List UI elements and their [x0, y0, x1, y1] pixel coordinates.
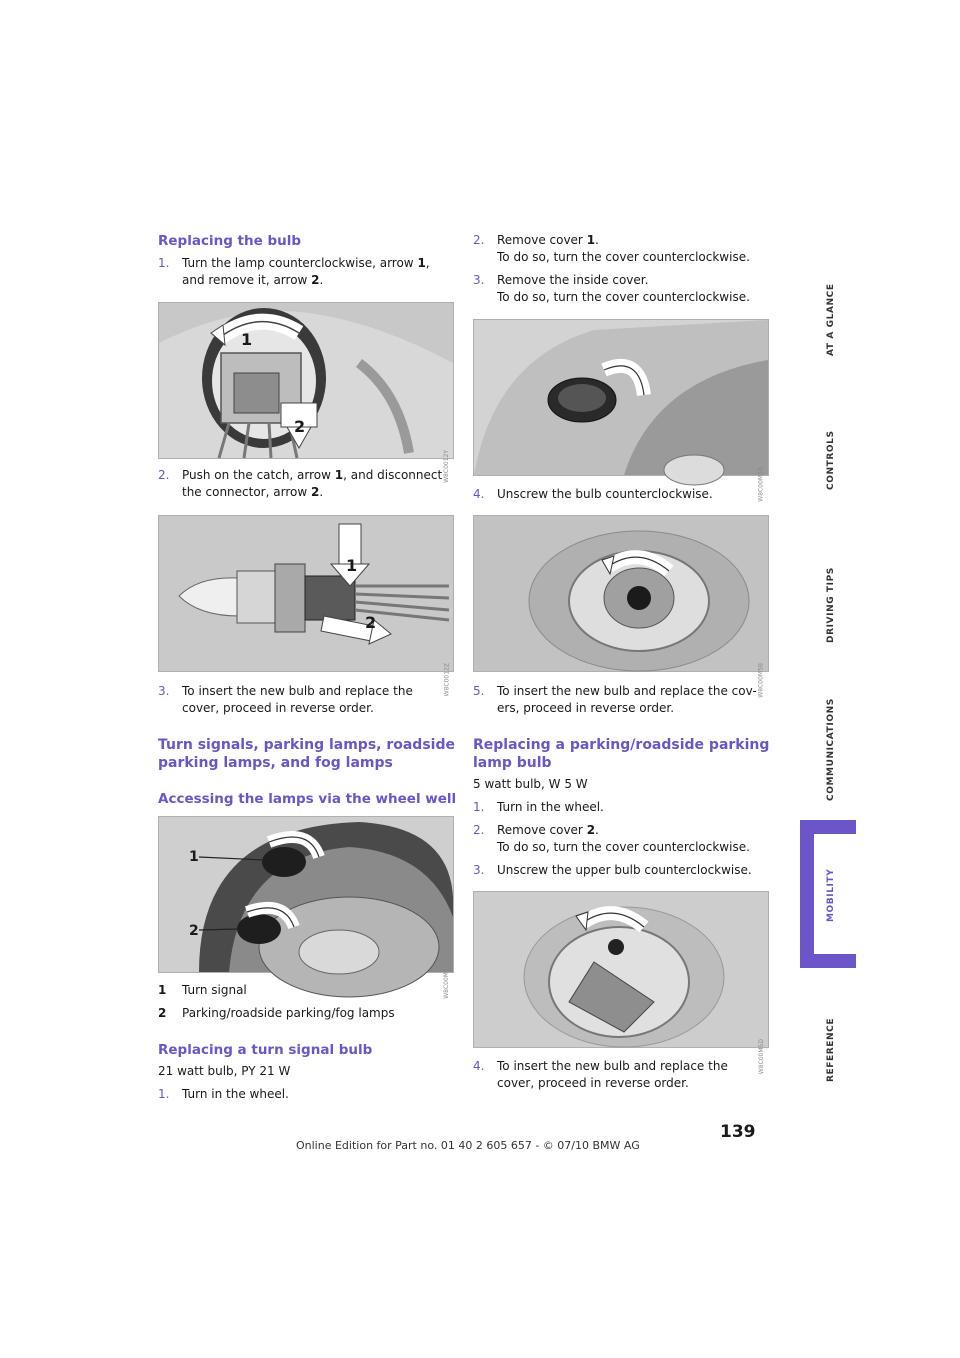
text: cover, proceed in reverse order. [182, 701, 374, 715]
step-number: 1. [158, 1087, 170, 1101]
step-unscrew-bulb [473, 486, 773, 503]
step-number: 2. [158, 468, 170, 482]
text: To insert the new bulb and replace the cov- [497, 684, 757, 698]
tab-communications[interactable]: COMMUNICATIONS [826, 698, 836, 802]
heading-line: Replacing a parking/roadside parking [473, 737, 770, 753]
heading-replacing-bulb: Replacing the bulb [158, 233, 302, 249]
callout-2: 2 [365, 613, 377, 632]
step-text: Turn in the wheel. [497, 800, 604, 814]
parking-bulb-spec: 5 watt bulb, W 5 W [473, 777, 588, 791]
step-number: 3. [473, 273, 485, 287]
arrow-ref: 2 [310, 485, 320, 499]
text: and remove it, arrow [182, 273, 312, 287]
cover-ref: 2 [586, 823, 596, 837]
bulb-unscrew-illustration [474, 516, 768, 671]
step-remove-inside-cover [473, 272, 773, 306]
text: Remove the inside cover. [497, 273, 649, 287]
step-number: 1. [473, 800, 485, 814]
callout-2: 2 [189, 923, 199, 939]
callout-1: 1 [189, 849, 199, 865]
callout-1: 1 [241, 330, 253, 349]
park-step-4 [473, 1058, 773, 1092]
text: . [319, 485, 324, 499]
text: Push on the catch, arrow [182, 468, 335, 482]
text: , [425, 256, 430, 270]
step-number: 3. [158, 684, 170, 698]
step-text: Unscrew the upper bulb counterclockwise. [497, 863, 752, 877]
legend-row [158, 982, 458, 999]
turn-step-1 [158, 1086, 458, 1103]
text: Remove cover [497, 233, 587, 247]
arrow-ref: 2 [311, 273, 320, 287]
step-number: 4. [473, 487, 485, 501]
heading-line: Turn signals, parking lamps, roadside [158, 737, 455, 753]
footer: Online Edition for Part no. 01 40 2 605 657 - © 07/10 BMW AG [296, 1139, 640, 1152]
park-step-2 [473, 822, 773, 856]
legend-text: Parking/roadside parking/fog lamps [182, 1006, 395, 1020]
figure-code: W8C0012Y [443, 450, 450, 483]
text: To do so, turn the cover counterclockwise. [497, 840, 750, 854]
legend-number: 2 [158, 1006, 167, 1020]
step-number: 4. [473, 1059, 485, 1073]
text: the connector, arrow [182, 485, 311, 499]
bulb-connector-illustration [159, 516, 453, 671]
step-2 [158, 467, 458, 501]
arrow-ref: 1 [334, 468, 344, 482]
text: . [319, 273, 324, 287]
page-number: 139 [720, 1122, 756, 1142]
step-text [497, 683, 777, 717]
figure-code: W8C00M5A [758, 467, 765, 502]
text: To insert the new bulb and replace the [182, 684, 413, 698]
legend-number: 1 [158, 983, 167, 997]
heading-turn-signal-bulb: Replacing a turn signal bulb [158, 1042, 373, 1058]
step-reverse-order [473, 683, 773, 717]
text: . [595, 233, 599, 247]
tab-reference[interactable]: REFERENCE [826, 1017, 836, 1083]
text: . [595, 823, 599, 837]
text: To do so, turn the cover counterclockwise. [497, 290, 750, 304]
heading-line: lamp bulb [473, 755, 552, 771]
upper-bulb-illustration [474, 892, 768, 1047]
tab-at-a-glance[interactable]: AT A GLANCE [826, 283, 836, 357]
step-text [497, 822, 777, 856]
cover-removal-illustration [474, 320, 768, 475]
step-remove-cover-1 [473, 232, 773, 266]
step-text [182, 683, 462, 717]
legend-text: Turn signal [182, 983, 247, 997]
heading-accessing-lamps: Accessing the lamps via the wheel well [158, 791, 457, 807]
cover-ref: 1 [586, 233, 596, 247]
step-number: 2. [473, 823, 485, 837]
step-text [182, 255, 462, 289]
step-3 [158, 683, 458, 717]
tab-mobility[interactable]: MOBILITY [826, 868, 836, 922]
step-text [497, 1058, 777, 1092]
text: To insert the new bulb and replace the [497, 1059, 728, 1073]
step-text [497, 272, 777, 306]
text: To do so, turn the cover counterclockwise. [497, 250, 750, 264]
step-number: 1. [158, 256, 170, 270]
tab-controls[interactable]: CONTROLS [826, 430, 836, 490]
park-step-3 [473, 862, 773, 879]
wheel-well-illustration [159, 817, 453, 972]
tab-driving-tips[interactable]: DRIVING TIPS [826, 567, 836, 643]
step-text: Turn in the wheel. [182, 1087, 289, 1101]
step-text [182, 467, 462, 501]
step-number: 3. [473, 863, 485, 877]
arrow-ref: 1 [417, 256, 426, 270]
lamp-removal-illustration [159, 303, 453, 458]
figure-code: W8C00M5D [758, 1039, 765, 1075]
figure-code: W8C00M5C [443, 964, 450, 999]
text: Turn the lamp counterclockwise, arrow [182, 256, 418, 270]
figure-code: W8C00M5B [758, 663, 765, 698]
step-number: 5. [473, 684, 485, 698]
figure-code: W8C0012Z [443, 663, 450, 697]
step-text [497, 232, 777, 266]
step-text: Unscrew the bulb counterclockwise. [497, 487, 713, 501]
text: Remove cover [497, 823, 587, 837]
legend-row [158, 1005, 458, 1022]
callout-1: 1 [346, 556, 358, 575]
step-1 [158, 255, 458, 289]
heading-parking-bulb [473, 736, 773, 772]
text: cover, proceed in reverse order. [497, 1076, 689, 1090]
text: , and disconnect [343, 468, 443, 482]
step-number: 2. [473, 233, 485, 247]
heading-line: parking lamps, and fog lamps [158, 755, 393, 771]
turn-signal-bulb-spec: 21 watt bulb, PY 21 W [158, 1064, 291, 1078]
heading-turn-signals [158, 736, 458, 772]
park-step-1 [473, 799, 773, 816]
text: ers, proceed in reverse order. [497, 701, 675, 715]
callout-2: 2 [294, 417, 306, 436]
